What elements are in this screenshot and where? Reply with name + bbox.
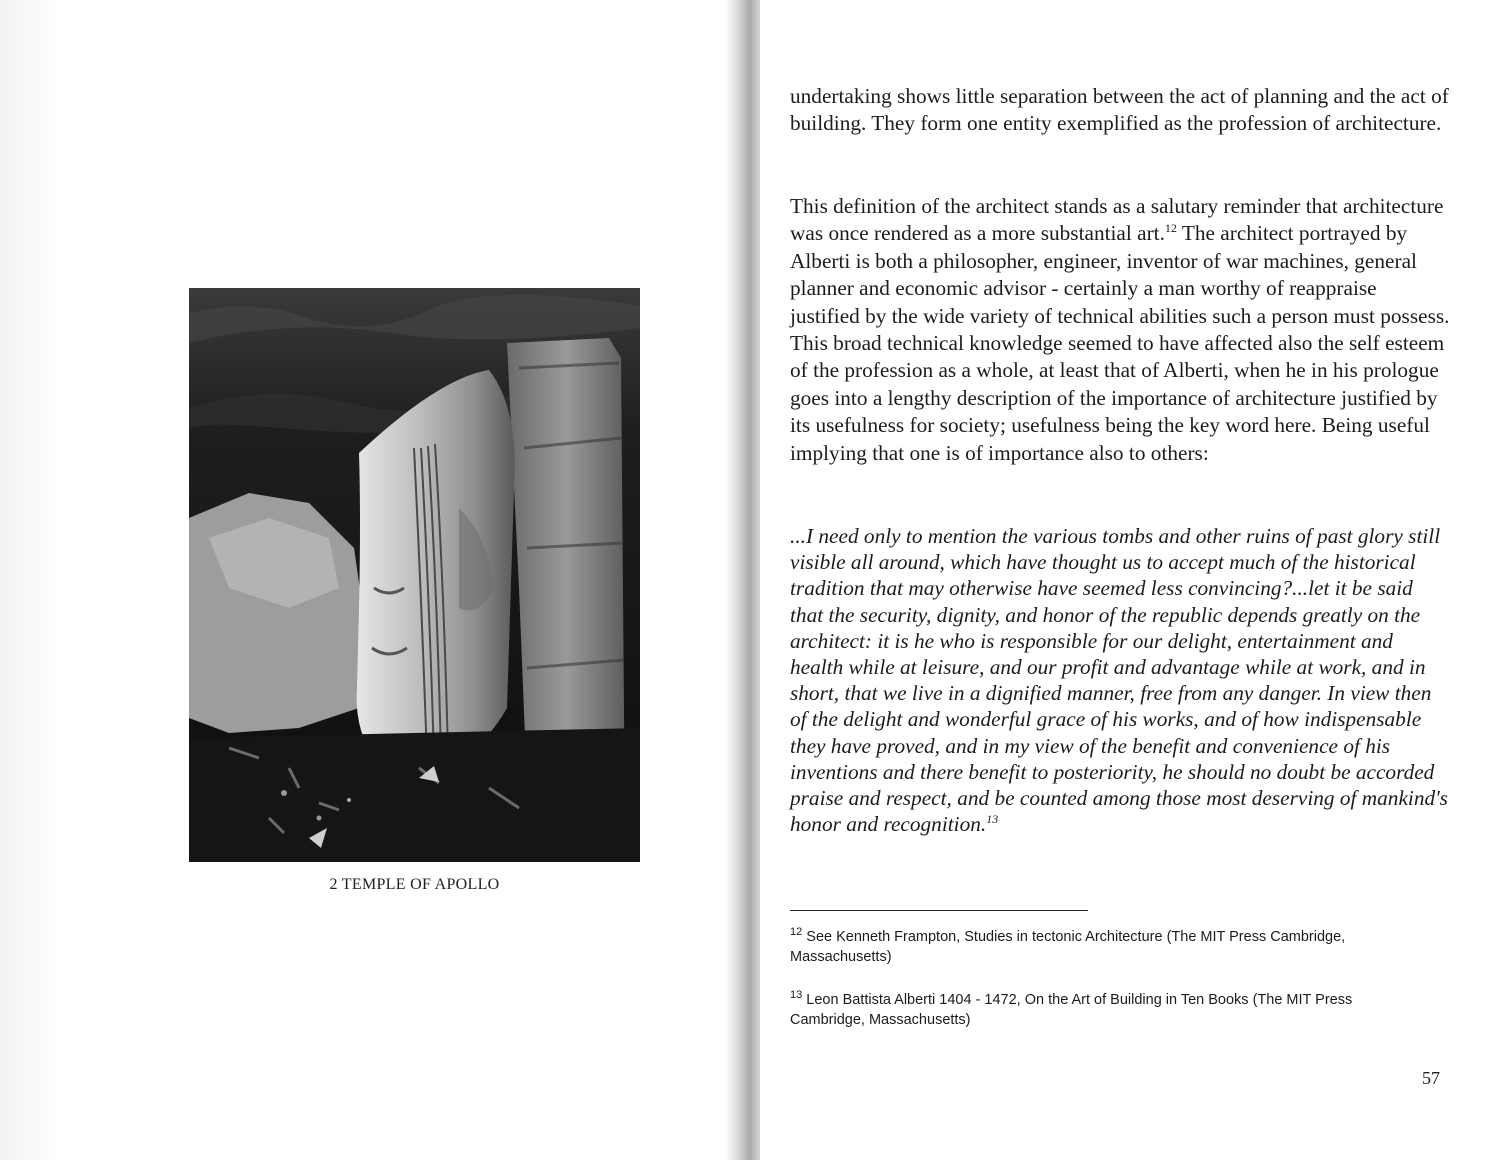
footnote-12 bbox=[790, 927, 1430, 967]
left-page bbox=[0, 0, 735, 1160]
footnote-text: See Kenneth Frampton, Studies in tectonic Architecture (The MIT Press Cambridge, Massachusetts) bbox=[790, 929, 1346, 965]
footnote-divider bbox=[790, 910, 1088, 911]
paragraph-2 bbox=[790, 193, 1450, 467]
photo-illustration bbox=[189, 288, 640, 862]
alberti-quote bbox=[790, 523, 1450, 837]
footnote-number: 12 bbox=[790, 926, 803, 939]
footnote-13 bbox=[790, 990, 1430, 1030]
figure-caption: 2 TEMPLE OF APOLLO bbox=[329, 876, 500, 893]
temple-of-apollo-photo bbox=[189, 288, 640, 862]
footnote-number: 13 bbox=[790, 989, 803, 1002]
footnote-text: Leon Battista Alberti 1404 - 1472, On the Art of Building in Ten Books (The MIT Press Cambridge, Massachusetts) bbox=[790, 992, 1353, 1028]
paragraph-2-text-a: This definition of the architect stands as a salutary reminder that architecture was once rendered as a more substantial art. bbox=[790, 194, 1444, 246]
page-number: 57 bbox=[1422, 1068, 1440, 1088]
footnote-ref-12: 12 bbox=[1164, 221, 1177, 236]
quote-text: ...I need only to mention the various tombs and other ruins of past glory still visible all around, which have thought us to accept much of the historical tradition that may otherwise have seemed less convincing?...let it be said that the security, dignity, and honor of the republic depends greatly on the architect: it is he who is responsible for our delight, entertainment and health while at leisure, and our profit and advantage while at work, and in short, that we live in a dignified manner, free from any danger. In view then of the delight and wonderful grace of his works, and of how indispensable they have proved, and in my view of the benefit and convenience of his inventions and there benefit to posteriority, he should no doubt be accorded praise and respect, and be counted among those most deserving of mankind's honor and recognition. bbox=[790, 524, 1448, 837]
page-edge-shadow bbox=[0, 0, 60, 1160]
paragraph-1: undertaking shows little separation between the act of planning and the act of building. They form one entity exemplified as the profession of architecture. bbox=[790, 84, 1449, 136]
paragraph-2-text-b: The architect portrayed by Alberti is both a philosopher, engineer, inventor of war machines, general planner and economic advisor - certainly a man worthy of reappraise justified by the wide variety of technical abilities such a person must possess. This broad technical knowledge seemed to have affected also the self esteem of the profession as a whole, at least that of Alberti, when he in his prologue goes into a lengthy description of the importance of architecture justified by its usefulness for society; usefulness being the key word here. Being useful implying that one is of importance also to others: bbox=[790, 221, 1450, 465]
footnote-ref-13: 13 bbox=[986, 812, 999, 827]
